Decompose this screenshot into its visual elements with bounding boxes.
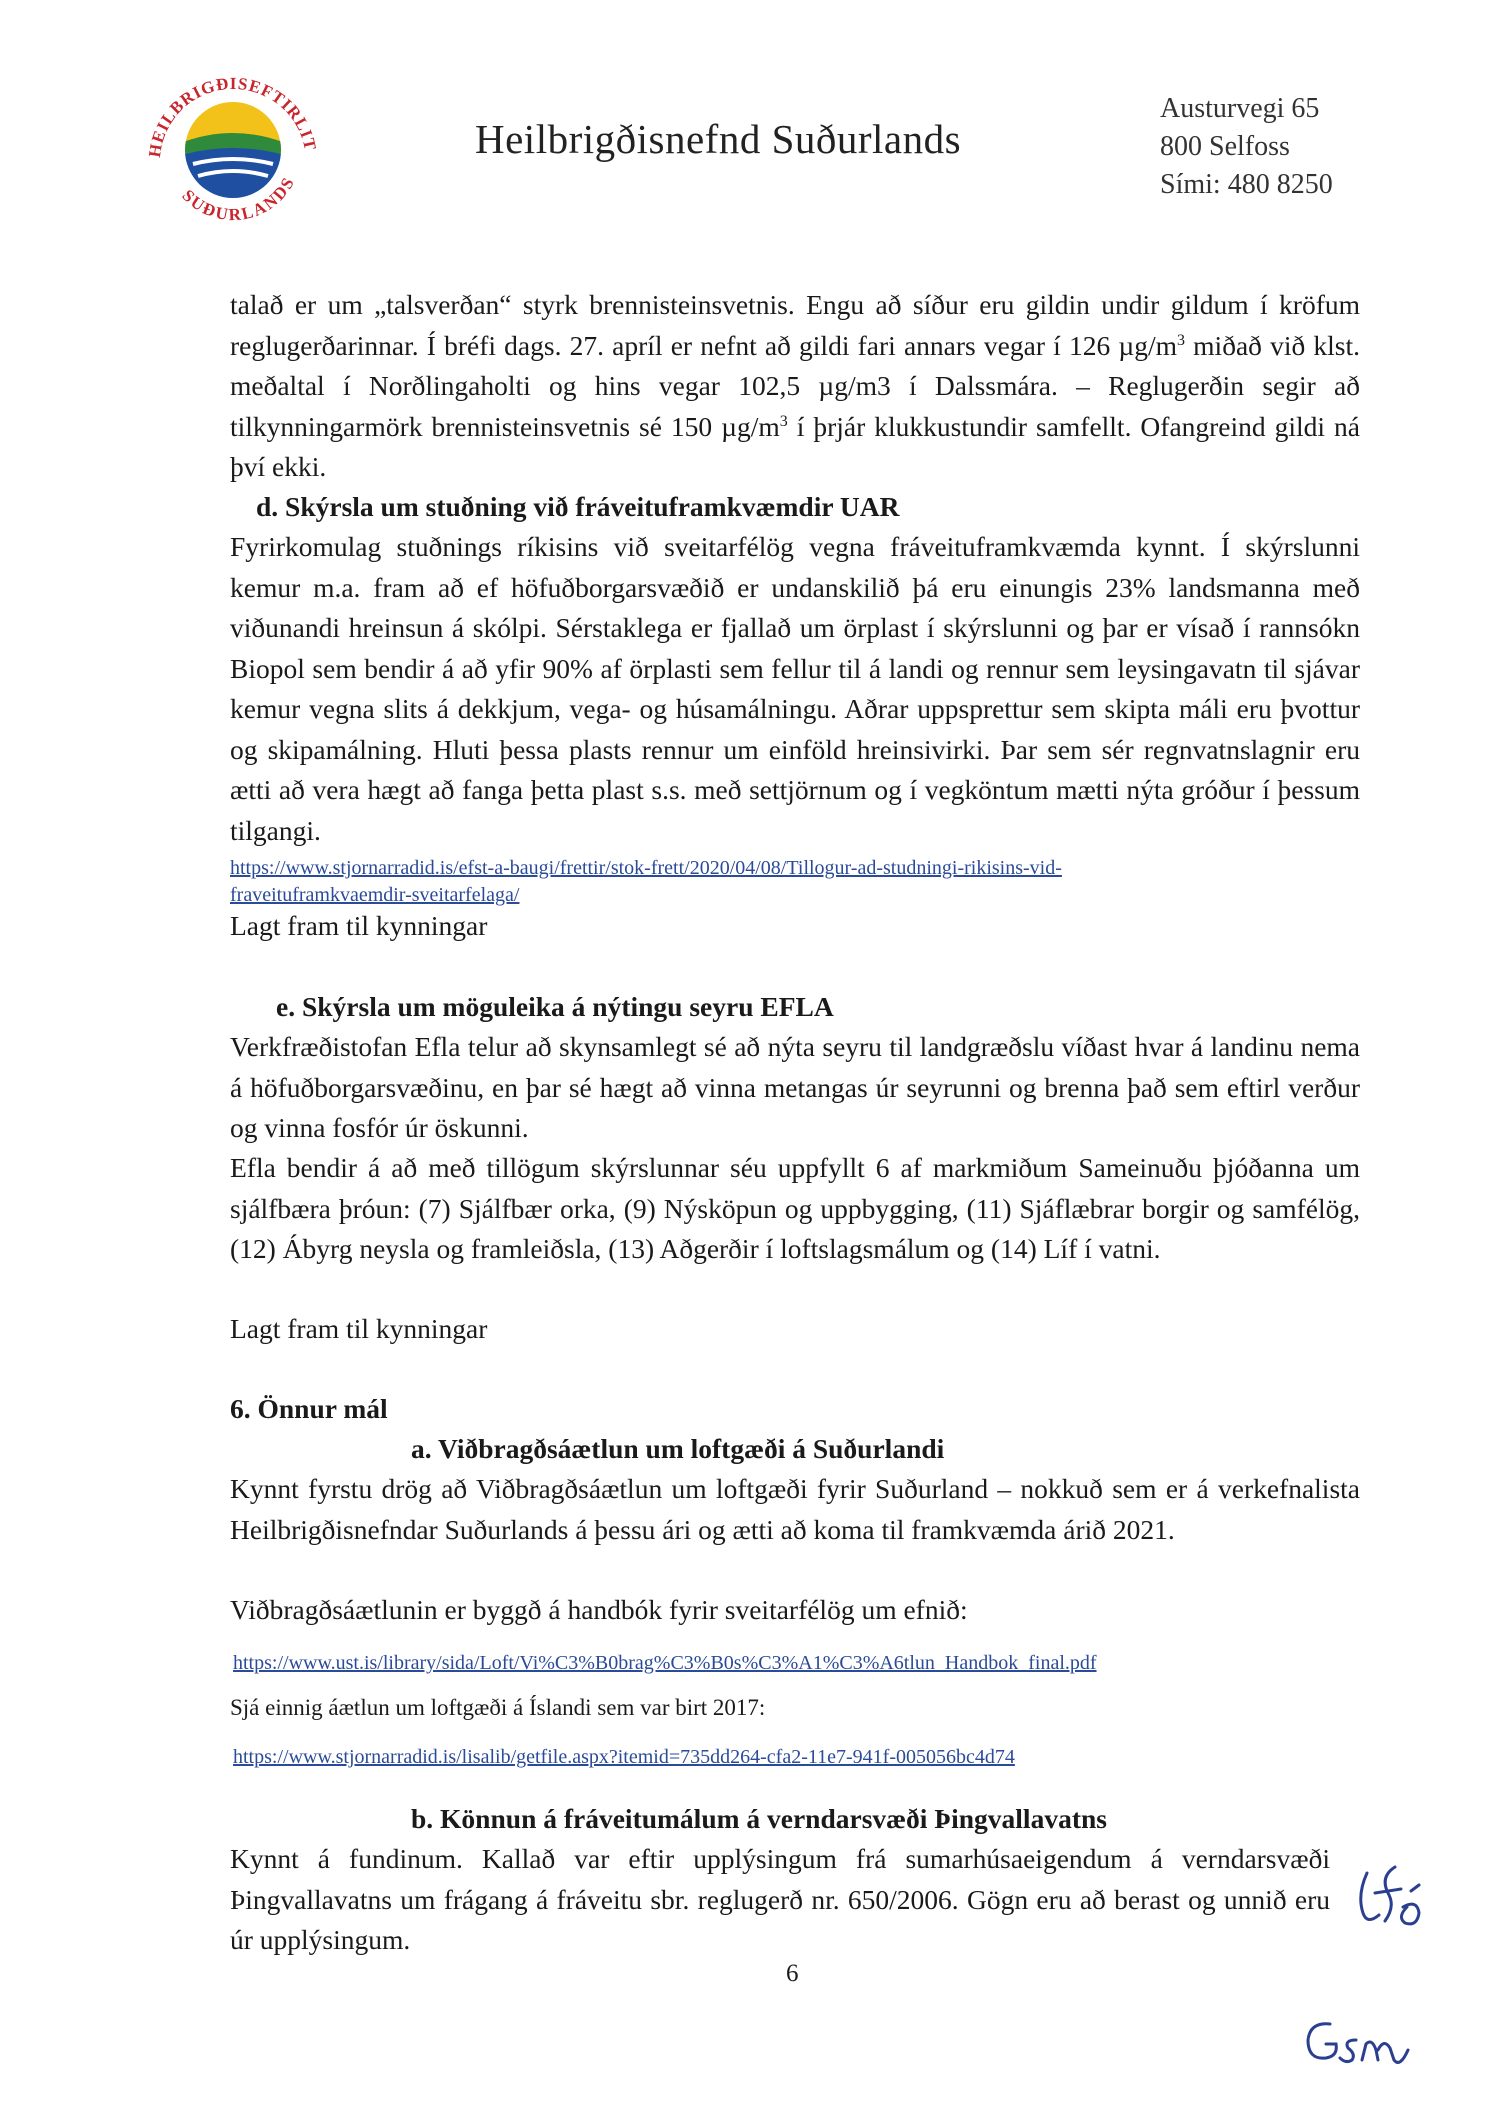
section-6a-link-1[interactable]: https://www.ust.is/library/sida/Loft/Vi%C3%B0brag%C3%B0s%C3%A1%C3%A6tlun_Handbok_final.pdf [233, 1652, 1097, 1674]
section-6a-paragraph-1: Kynnt fyrstu drög að Viðbragðsáætlun um loftgæði fyrir Suðurland – nokkuð sem er á verkefnalista Heilbrigðisnefndar Suðurlands á þessu ári og ætti að koma til framkvæmda árið 2021. [230, 1473, 1360, 1545]
section-6a-paragraph-2: Viðbragðsáætlunin er byggð á handbók fyrir sveitarfélög um efnið: [230, 1594, 968, 1625]
initials-signature-1 [1345, 1855, 1445, 1965]
address-city: 800 Selfoss [1160, 131, 1290, 162]
intro-text-1: talað er um „talsverðan“ styrk brennisteinsvetnis. Engu að síður eru gildin undir gildum í kröfum reglugerðarinnar. Í bréfi dags. 27. apríl er nefnt að gildi fari annars vegar í 126 µg/m [230, 289, 1360, 361]
address-phone: Sími: 480 8250 [1160, 169, 1333, 200]
initials-signature-2 [1300, 2010, 1420, 2080]
svg-text:SUÐURLANDS: SUÐURLANDS [178, 172, 299, 225]
address-street: Austurvegi 65 [1160, 93, 1320, 124]
section-d-body: Fyrirkomulag stuðnings ríkisins við sveitarfélög vegna fráveituframkvæmda kynnt. Í skýrslunni kemur m.a. fram að ef höfuðborgarsvæðið er undanskilið þá eru einungis 23% landsmanna með viðunandi hreinsun á skólpi. Sérstaklega er fjallað um örplast í skýrslunni og þar er vísað í rannsókn Biopol sem bendir á að yfir 90% af örplasti sem fellur til á landi og rennur sem leysingavatn til sjávar kemur vegna slits á dekkjum, vega- og húsamálningu. Aðrar uppsprettur sem skipta máli eru þvottur og skipamálning. Hluti þessa plasts rennur um einföld hreinsivirki. Þar sem sér regnvatnslagnir eru ætti að vera hægt að fanga þetta plast s.s. með settjörnum og í vegköntum mætti nýta gróður í þessum tilgangi. [230, 531, 1360, 846]
organization-name: Heilbrigðisnefnd Suðurlands [475, 116, 962, 162]
section-6b-heading: b. Könnun á fráveitumálum á verndarsvæði Þingvallavatns [411, 1803, 1107, 1834]
section-6b-body: Kynnt á fundinum. Kallað var eftir upplýsingum frá sumarhúsaeigendum á verndarsvæði Þingvallavatns um frágang á fráveitu sbr. reglugerð nr. 650/2006. Gögn eru að berast og unnið eru úr upplýsingum. [230, 1843, 1330, 1955]
section-6-heading: 6. Önnur mál [230, 1393, 388, 1424]
section-6a-heading: a. Viðbragðsáætlun um loftgæði á Suðurlandi [411, 1433, 945, 1464]
section-e-paragraph-2: Efla bendir á að með tillögum skýrslunnar séu uppfyllt 6 af markmiðum Sameinuðu þjóðanna um sjálfbæra þróun: (7) Sjálfbær orka, (9) Nýsköpun og uppbygging, (11) Sjáflæbrar borgir og samfélög, (12) Ábyrg neysla og framleiðsla, (13) Aðgerðir í loftslagsmálum og (14) Líf í vatni. [230, 1152, 1360, 1264]
section-6a-paragraph-3: Sjá einnig áætlun um loftgæði á Íslandi sem var birt 2017: [230, 1695, 766, 1720]
intro-text-2: miðað við klst. meðaltal í Norðlingaholti og hins vegar 102,5 µg/m3 í Dalssmára. – Reglugerðin segir að tilkynningarmörk brennisteinsvetnis sé 150 µg/m [230, 329, 1360, 442]
section-e-heading: e. Skýrsla um möguleika á nýtingu seyru EFLA [276, 991, 834, 1022]
section-d-status: Lagt fram til kynningar [230, 910, 488, 941]
organization-logo [138, 52, 328, 242]
address-block [1160, 90, 1333, 204]
intro-text-3: í þrjár klukkustundir samfellt. Ofangreind gildi ná því ekki. [230, 410, 1360, 482]
section-e-status: Lagt fram til kynningar [230, 1313, 488, 1344]
section-d-link-2[interactable]: fraveituframkvaemdir-sveitarfelaga/ [230, 884, 520, 906]
superscript-1: 3 [1177, 331, 1185, 349]
section-e-paragraph-1: Verkfræðistofan Efla telur að skynsamlegt sé að nýta seyru til landgræðslu víðast hvar á landinu nema á höfuðborgarsvæðinu, en þar sé hægt að vinna metangas úr seyrunni og brenna það sem eftirl verður og vinna fosfór úr öskunni. [230, 1031, 1360, 1143]
svg-text:HEILBRIGÐISEFTIRLIT: HEILBRIGÐISEFTIRLIT [144, 73, 321, 159]
section-6a-link-2[interactable]: https://www.stjornarradid.is/lisalib/getfile.aspx?itemid=735dd264-cfa2-11e7-941f-005056bc4d74 [233, 1746, 1015, 1768]
superscript-2: 3 [779, 412, 788, 430]
page-number: 6 [786, 1960, 799, 1987]
intro-paragraph [230, 285, 1360, 488]
section-d-heading: d. Skýrsla um stuðning við fráveituframkvæmdir UAR [256, 491, 900, 522]
section-d-link-1[interactable]: https://www.stjornarradid.is/efst-a-baugi/frettir/stok-frett/2020/04/08/Tillogur-ad-studningi-rikisins-vid- [230, 857, 1062, 879]
